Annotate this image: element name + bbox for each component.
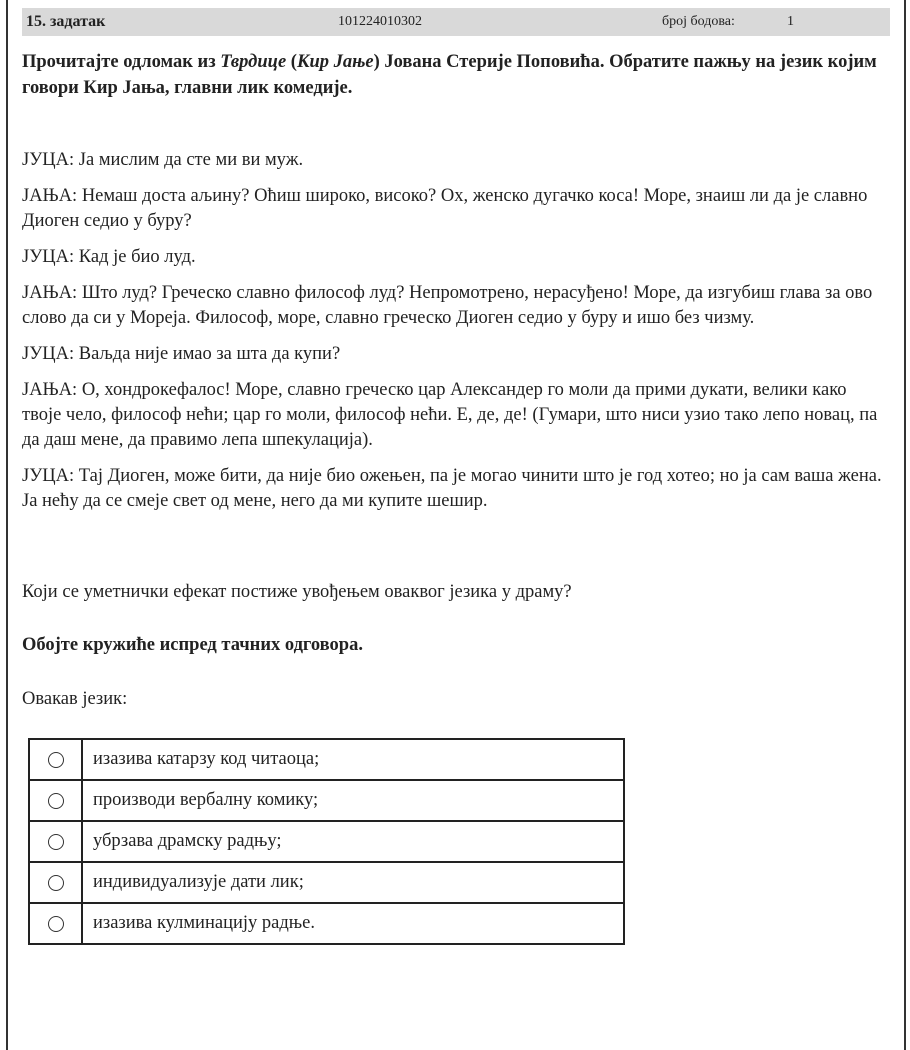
- answer-stem: Овакав језик:: [22, 689, 128, 709]
- dialogue-line: ЈУЦА: Ваљда није имао за шта да купи?: [22, 344, 341, 364]
- dialogue-line: ЈУЦА: Тај Диоген, може бити, да није био ожењен, па је могао чинити што је год хотео; но ја сам ваша жена. Ја нећу да се смеје свет од мене, него да ми купите шешир.: [22, 466, 882, 511]
- option-label-1: изазива катарзу код читаоца;: [82, 739, 624, 780]
- option-label-2: производи вербалну комику;: [82, 780, 624, 821]
- option-radio-3[interactable]: [48, 834, 64, 850]
- option-radio-2[interactable]: [48, 793, 64, 809]
- work-title: Тврдице: [220, 52, 287, 72]
- intro-text-1: Прочитајте одломак из: [22, 52, 221, 72]
- option-radio-4[interactable]: [48, 875, 64, 891]
- task-intro: [22, 49, 888, 101]
- option-row: [29, 780, 624, 821]
- dialogue-line: ЈУЦА: Кад је био луд.: [22, 247, 196, 267]
- points-value: 1: [787, 14, 794, 29]
- option-row: [29, 903, 624, 944]
- intro-text-2: (: [286, 52, 297, 72]
- option-radio-1[interactable]: [48, 752, 64, 768]
- intro-text-3: ) Јована Стерије Поповића. Обратите пажњу на језик којим говори Кир Јања, главни лик комедије.: [22, 52, 877, 98]
- answer-options: [28, 738, 625, 945]
- task-header: [22, 8, 890, 36]
- option-label-5: изазива кулминацију радње.: [82, 903, 624, 944]
- option-label-3: убрзава драмску радњу;: [82, 821, 624, 862]
- character-name: Кир Јање: [296, 52, 374, 72]
- option-label-4: индивидуализује дати лик;: [82, 862, 624, 903]
- option-row: [29, 739, 624, 780]
- task-code: 101224010302: [338, 14, 422, 29]
- dialogue-line: ЈАЊА: Немаш доста аљину? Оћиш широко, високо? Ох, женско дугачко коса! Море, знаиш ли да је славно Диоген седио у буру?: [22, 186, 868, 231]
- option-row: [29, 862, 624, 903]
- dialogue-line: ЈАЊА: Што луд? Греческо славно философ луд? Непромотрено, нерасуђено! Море, да изгубиш глава за ово слово да си у Мореја. Философ, море, славно греческо Диоген седио у буру и ишо без чизму.: [22, 283, 873, 328]
- dialogue-excerpt: [22, 148, 888, 525]
- instruction-text: Обојте кружиће испред тачних одговора.: [22, 635, 363, 655]
- points-label: број бодова:: [662, 14, 735, 29]
- task-number: 15. задатак: [26, 13, 106, 30]
- dialogue-line: ЈАЊА: О, хондрокефалос! Море, славно греческо цар Александер го моли да прими дукати, велики како твоје чело, философ нећи; цар го моли, философ нећи. Е, де, де! (Гумари, што ниси узио тако лепо новац, па да даш мене, да правимо лепа шпекулација).: [22, 380, 878, 450]
- option-radio-5[interactable]: [48, 916, 64, 932]
- question-text: Који се уметнички ефекат постиже увођењем оваквог језика у драму?: [22, 582, 572, 602]
- option-row: [29, 821, 624, 862]
- dialogue-line: ЈУЦА: Ја мислим да сте ми ви муж.: [22, 150, 304, 170]
